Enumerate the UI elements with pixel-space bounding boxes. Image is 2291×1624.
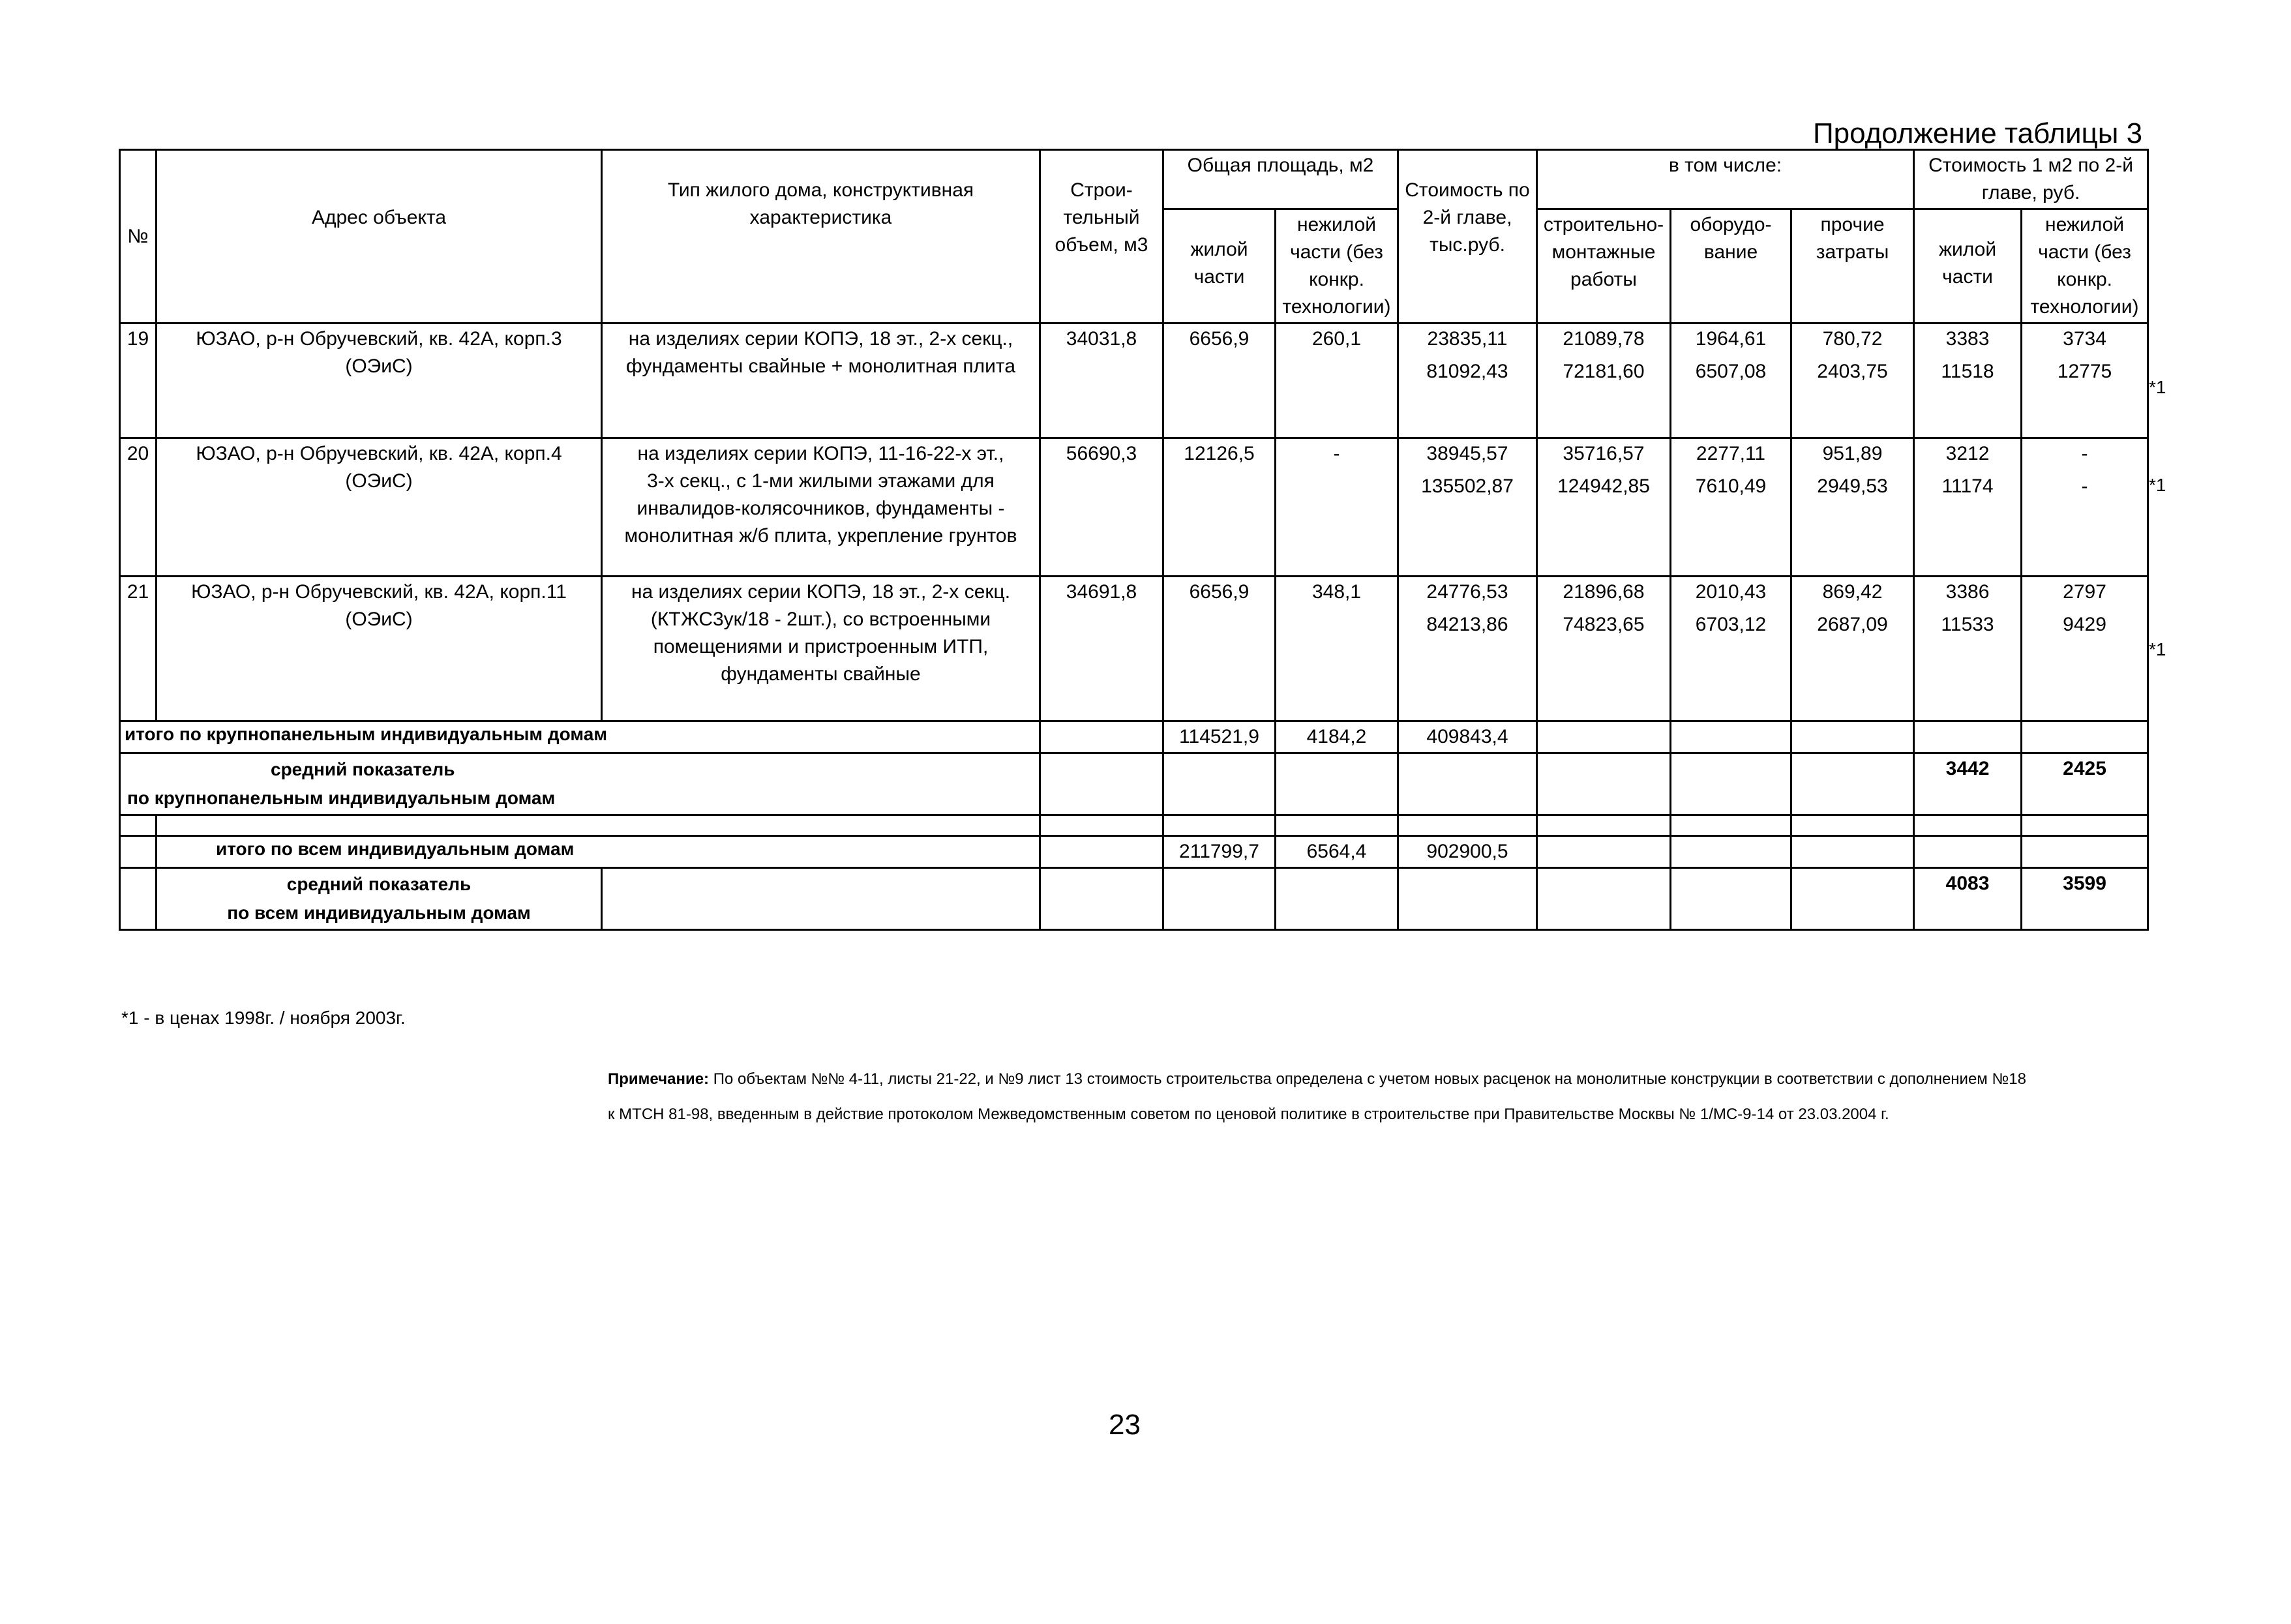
- row-address-line: ЮЗАО, р-н Обручевский, кв. 42А, корп.3: [196, 328, 562, 350]
- row-type-line: монолитная ж/б плита, укрепление грунтов: [624, 525, 1017, 547]
- empty-cell: [1276, 868, 1398, 930]
- footnote: *1 - в ценах 1998г. / ноября 2003г.: [121, 1008, 406, 1028]
- equip-value: 7610,49: [1695, 475, 1767, 497]
- empty-cell: [1791, 836, 1914, 868]
- row-no: 19: [120, 323, 157, 438]
- header-address: Адрес объекта: [157, 150, 602, 323]
- build-value: 72181,60: [1563, 361, 1645, 382]
- empty-cell: [1914, 721, 2022, 753]
- total-all-row: [120, 836, 2148, 868]
- m2-nonres-value: -: [2081, 443, 2088, 464]
- empty-cell: [1914, 815, 2022, 836]
- avg-all-m2-nonres: 3599: [2022, 868, 2148, 930]
- row-area-res: 6656,9: [1163, 323, 1276, 438]
- empty-cell: [602, 868, 1040, 930]
- row-type-line: на изделиях серии КОПЭ, 18 эт., 2-х секц.,: [628, 328, 1013, 350]
- price-mark: *1: [2149, 377, 2166, 397]
- cost-value: 84213,86: [1426, 614, 1508, 635]
- equip-value: 6703,12: [1695, 614, 1767, 635]
- other-value: 869,42: [1822, 581, 1883, 603]
- row-type: [602, 438, 1040, 577]
- price-mark: *1: [2149, 475, 2166, 495]
- empty-cell: [1537, 836, 1671, 868]
- empty-cell: [1537, 721, 1671, 753]
- avg-panel-row: [120, 753, 2148, 815]
- build-value: 35716,57: [1563, 443, 1645, 464]
- row-address-line: ЮЗАО, р-н Обручевский, кв. 42А, корп.11: [191, 581, 567, 603]
- header-incl-group: в том числе:: [1537, 150, 1914, 209]
- row-other: [1791, 438, 1914, 577]
- equip-value: 2010,43: [1695, 581, 1767, 603]
- cost-value: 23835,11: [1427, 328, 1508, 350]
- m2-res-value: 3383: [1945, 328, 1990, 350]
- empty-cell: [2022, 721, 2148, 753]
- price-mark: *1: [2149, 639, 2166, 659]
- row-m2-nonres: [2022, 323, 2148, 438]
- avg-panel-m2-nonres: 2425: [2022, 753, 2148, 815]
- note-text: По объектам №№ 4-11, листы 21-22, и №9 лист 13 стоимость строительства определена с учетом новых расценок на монолитные конструкции в соответствии с дополнением №18 к МТСН 81-98, введенным в действие протоколом Межведомственным советом по ценовой политике в строительстве при Правительстве Москвы № 1/МС-9-14 от 23.03.2004 г.: [608, 1070, 2026, 1123]
- row-cost: [1398, 438, 1537, 577]
- m2-res-value: 3386: [1945, 581, 1990, 603]
- row-type: [602, 577, 1040, 721]
- table-row: [120, 577, 2148, 721]
- total-all-area-res: 211799,7: [1163, 836, 1276, 868]
- equip-value: 1964,61: [1695, 328, 1767, 350]
- row-type-line: фундаменты свайные: [721, 663, 921, 685]
- empty-cell: [1398, 815, 1537, 836]
- header-volume: Строи- тельный объем, м3: [1040, 150, 1163, 323]
- note-label: Примечание:: [608, 1070, 710, 1088]
- row-equip: [1671, 438, 1791, 577]
- row-build: [1537, 438, 1671, 577]
- equip-value: 2277,11: [1696, 443, 1766, 464]
- table-row: [120, 438, 2148, 577]
- empty-cell: [1914, 836, 2022, 868]
- other-value: 2403,75: [1817, 361, 1888, 382]
- m2-nonres-value: -: [2081, 475, 2088, 497]
- total-panel-label: итого по крупнопанельным индивидуальным домам: [120, 721, 1040, 753]
- row-volume: 34031,8: [1040, 323, 1163, 438]
- cost-value: 24776,53: [1426, 581, 1508, 603]
- header-m2-nonres: нежилой части (без конкр. технологии): [2022, 209, 2148, 323]
- empty-cell: [120, 868, 157, 930]
- total-panel-area-res: 114521,9: [1163, 721, 1276, 753]
- header-incl-other: прочие затраты: [1791, 209, 1914, 323]
- avg-panel-label: [120, 753, 1040, 815]
- row-type-line: инвалидов-колясочников, фундаменты -: [636, 498, 1005, 519]
- empty-cell: [1163, 753, 1276, 815]
- row-address: [157, 438, 602, 577]
- m2-nonres-value: 2797: [2063, 581, 2106, 603]
- other-value: 780,72: [1822, 328, 1883, 350]
- m2-res-value: 11174: [1941, 475, 1994, 497]
- total-all-label: итого по всем индивидуальным домам: [157, 836, 1040, 868]
- empty-cell: [120, 815, 157, 836]
- avg-all-m2-res: 4083: [1914, 868, 2022, 930]
- avg-all-label-line: по всем индивидуальным домам: [227, 903, 531, 923]
- empty-cell: [1040, 868, 1163, 930]
- empty-cell: [1537, 753, 1671, 815]
- row-m2-res: [1914, 323, 2022, 438]
- m2-res-value: 3212: [1945, 443, 1990, 464]
- empty-cell: [1671, 868, 1791, 930]
- row-no: 21: [120, 577, 157, 721]
- other-value: 2687,09: [1817, 614, 1888, 635]
- header-m2-res: жилой части: [1914, 209, 2022, 323]
- total-panel-row: [120, 721, 2148, 753]
- total-panel-cost: 409843,4: [1398, 721, 1537, 753]
- row-other: [1791, 577, 1914, 721]
- equip-value: 6507,08: [1695, 361, 1767, 382]
- empty-cell: [1163, 815, 1276, 836]
- empty-cell: [1791, 721, 1914, 753]
- row-area-nonres: -: [1276, 438, 1398, 577]
- total-all-area-nonres: 6564,4: [1276, 836, 1398, 868]
- total-all-cost: 902900,5: [1398, 836, 1537, 868]
- row-area-nonres: 348,1: [1276, 577, 1398, 721]
- empty-cell: [1040, 721, 1163, 753]
- empty-cell: [1791, 815, 1914, 836]
- row-equip: [1671, 577, 1791, 721]
- header-cost: Стоимость по 2-й главе, тыс.руб.: [1398, 150, 1537, 323]
- build-value: 74823,65: [1563, 614, 1645, 635]
- row-type-line: фундаменты свайные + монолитная плита: [626, 355, 1015, 377]
- m2-nonres-value: 12775: [2057, 361, 2112, 382]
- m2-nonres-value: 9429: [2063, 614, 2106, 635]
- empty-cell: [1671, 753, 1791, 815]
- header-area-res: жилой части: [1163, 209, 1276, 323]
- avg-panel-label-line: средний показатель: [271, 759, 455, 779]
- table-row: [120, 323, 2148, 438]
- empty-cell: [1040, 836, 1163, 868]
- row-no: 20: [120, 438, 157, 577]
- header-m2-group: Стоимость 1 м2 по 2-й главе, руб.: [1914, 150, 2148, 209]
- empty-cell: [1791, 868, 1914, 930]
- row-volume: 56690,3: [1040, 438, 1163, 577]
- build-value: 21089,78: [1563, 328, 1645, 350]
- row-type-line: 3-х секц., с 1-ми жилыми этажами для: [647, 470, 995, 492]
- cost-table: [119, 149, 2149, 931]
- empty-cell: [1398, 753, 1537, 815]
- row-type-line: помещениями и пристроенным ИТП,: [653, 636, 989, 657]
- empty-cell: [1671, 815, 1791, 836]
- row-build: [1537, 323, 1671, 438]
- empty-cell: [1671, 836, 1791, 868]
- header-incl-equip: оборудо- вание: [1671, 209, 1791, 323]
- row-m2-res: [1914, 438, 2022, 577]
- row-m2-nonres: [2022, 577, 2148, 721]
- row-address-line: (ОЭиС): [345, 355, 413, 377]
- row-cost: [1398, 323, 1537, 438]
- row-area-res: 6656,9: [1163, 577, 1276, 721]
- empty-cell: [1276, 815, 1398, 836]
- avg-panel-label-line: по крупнопанельным индивидуальным домам: [127, 788, 556, 808]
- row-volume: 34691,8: [1040, 577, 1163, 721]
- row-m2-nonres: [2022, 438, 2148, 577]
- empty-cell: [1537, 815, 1671, 836]
- empty-cell: [1398, 868, 1537, 930]
- header-area-group: Общая площадь, м2: [1163, 150, 1398, 209]
- empty-cell: [1671, 721, 1791, 753]
- row-address: [157, 577, 602, 721]
- cost-value: 81092,43: [1426, 361, 1508, 382]
- build-value: 21896,68: [1563, 581, 1645, 603]
- m2-nonres-value: 3734: [2063, 328, 2106, 350]
- note: [608, 1062, 2029, 1132]
- row-address-line: (ОЭиС): [345, 470, 413, 492]
- row-type-line: на изделиях серии КОПЭ, 11-16-22-х эт.,: [637, 443, 1004, 464]
- header-incl-build: строительно- монтажные работы: [1537, 209, 1671, 323]
- row-address-line: (ОЭиС): [345, 609, 413, 630]
- row-type: [602, 323, 1040, 438]
- row-build: [1537, 577, 1671, 721]
- build-value: 124942,85: [1557, 475, 1650, 497]
- row-address-line: ЮЗАО, р-н Обручевский, кв. 42А, корп.4: [196, 443, 562, 464]
- spacer-row: [120, 815, 2148, 836]
- total-panel-area-nonres: 4184,2: [1276, 721, 1398, 753]
- row-other: [1791, 323, 1914, 438]
- table-caption: Продолжение таблицы 3: [1813, 117, 2143, 149]
- empty-cell: [1276, 753, 1398, 815]
- cost-value: 135502,87: [1421, 475, 1514, 497]
- empty-cell: [1163, 868, 1276, 930]
- other-value: 2949,53: [1817, 475, 1888, 497]
- empty-cell: [157, 815, 1040, 836]
- empty-cell: [1791, 753, 1914, 815]
- header-type: Тип жилого дома, конструктивная характеристика: [602, 150, 1040, 323]
- avg-panel-m2-res: 3442: [1914, 753, 2022, 815]
- empty-cell: [1040, 753, 1163, 815]
- table-header-row: [120, 150, 2148, 209]
- empty-cell: [2022, 815, 2148, 836]
- header-no: №: [120, 150, 157, 323]
- row-cost: [1398, 577, 1537, 721]
- row-type-line: (КТЖС3ук/18 - 2шт.), со встроенными: [650, 609, 991, 630]
- header-area-nonres: нежилой части (без конкр. технологии): [1276, 209, 1398, 323]
- avg-all-row: [120, 868, 2148, 930]
- other-value: 951,89: [1822, 443, 1883, 464]
- empty-cell: [2022, 836, 2148, 868]
- row-m2-res: [1914, 577, 2022, 721]
- page-number: 23: [1109, 1409, 1141, 1441]
- row-address: [157, 323, 602, 438]
- empty-cell: [1537, 868, 1671, 930]
- row-equip: [1671, 323, 1791, 438]
- avg-all-label-line: средний показатель: [286, 874, 472, 894]
- empty-cell: [120, 836, 157, 868]
- empty-cell: [1040, 815, 1163, 836]
- row-type-line: на изделиях серии КОПЭ, 18 эт., 2-х секц.: [631, 581, 1011, 603]
- m2-res-value: 11518: [1941, 361, 1994, 382]
- row-area-nonres: 260,1: [1276, 323, 1398, 438]
- cost-value: 38945,57: [1426, 443, 1508, 464]
- row-area-res: 12126,5: [1163, 438, 1276, 577]
- avg-all-label: [157, 868, 602, 930]
- m2-res-value: 11533: [1941, 614, 1994, 635]
